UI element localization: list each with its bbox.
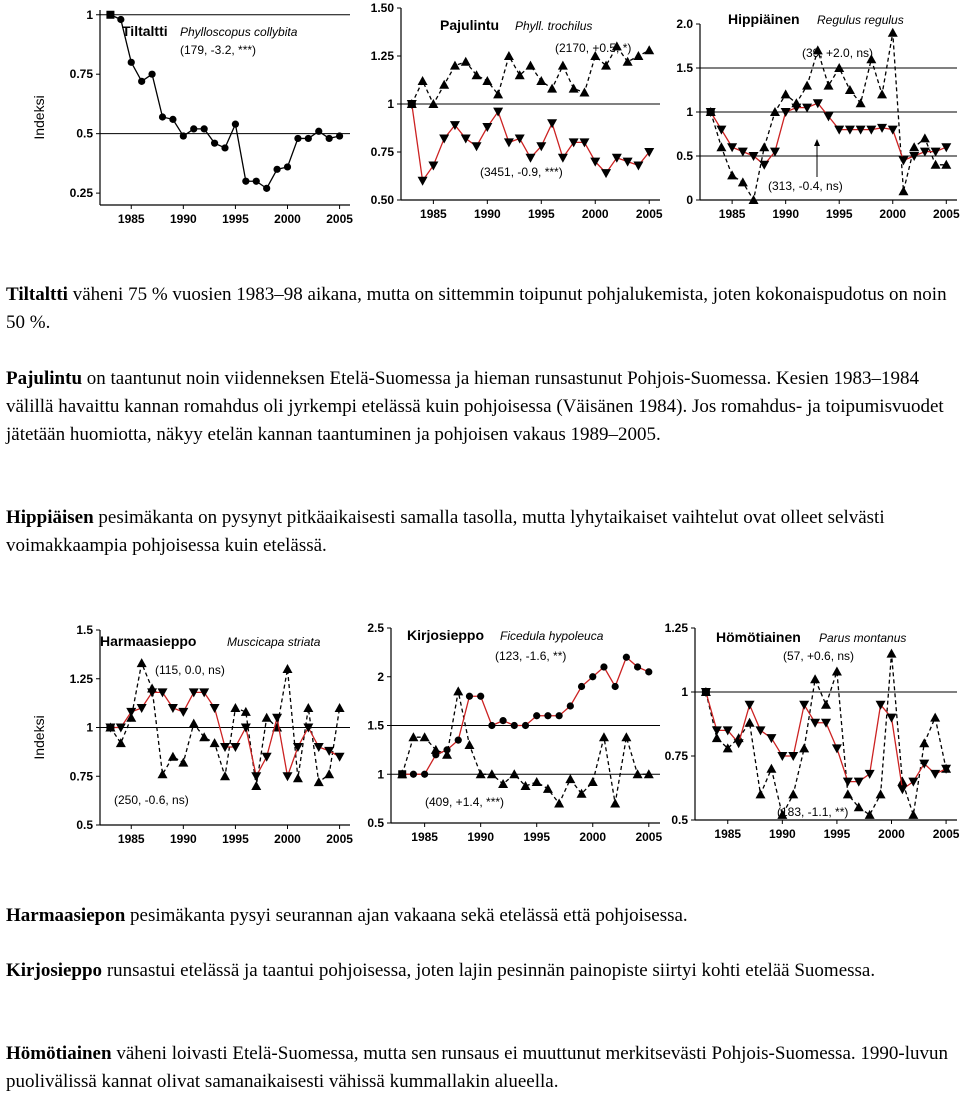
data-point	[335, 703, 345, 712]
data-point	[588, 777, 598, 786]
y-tick-label: 1	[377, 767, 384, 782]
paragraph-text: väheni loivasti Etelä-Suomessa, mutta sen runsaus ei muuttunut merkitsevästi Pohjois-Suomessa. 1990-luvun puolivälissä kannat olivat samanaikaisesti vähissä kummallakin alueella.	[6, 1043, 948, 1092]
species-name: Tiltaltti	[6, 284, 68, 305]
data-point	[439, 135, 449, 144]
x-tick-label: 1985	[117, 832, 145, 846]
data-point	[178, 708, 188, 717]
data-point	[230, 703, 240, 712]
data-point	[189, 719, 199, 728]
y-tick-label: 1	[681, 685, 688, 699]
data-point	[522, 722, 529, 729]
data-point	[336, 132, 343, 139]
series-stat-label: (250, -0.6, ns)	[114, 793, 189, 807]
data-point	[799, 743, 809, 752]
data-point	[536, 76, 546, 85]
data-point	[128, 59, 135, 66]
y-tick-label: 0.5	[676, 149, 693, 163]
data-point	[623, 654, 630, 661]
chart-tiltaltti	[30, 0, 360, 230]
data-point	[623, 158, 633, 167]
x-tick-label: 2000	[579, 830, 607, 844]
x-tick-label: 2005	[326, 212, 353, 226]
data-point	[716, 142, 726, 151]
data-point	[930, 713, 940, 722]
data-point	[898, 186, 908, 195]
data-point	[477, 693, 484, 700]
x-tick-label: 2005	[635, 207, 663, 221]
data-point	[464, 740, 474, 749]
x-tick-label: 1990	[768, 827, 796, 841]
data-point	[856, 98, 866, 107]
series-stat-label: (3451, -0.9, ***)	[480, 165, 563, 179]
data-point	[410, 771, 417, 778]
chart-subtitle: Parus montanus	[819, 631, 907, 645]
y-tick-label: 0.25	[69, 186, 93, 201]
data-point	[843, 789, 853, 798]
chart-homotiainen	[645, 620, 960, 850]
chart-title: Pajulintu	[440, 17, 500, 33]
data-point	[253, 178, 260, 185]
paragraph-kirjosieppo	[6, 957, 954, 985]
data-point	[201, 125, 208, 132]
species-name: Hippiäisen	[6, 507, 94, 528]
y-tick-label: 0.75	[664, 749, 688, 763]
paragraph-pajulintu	[6, 365, 954, 449]
data-point	[220, 771, 230, 780]
data-point	[315, 128, 322, 135]
start-point	[408, 100, 416, 108]
data-point	[283, 772, 293, 781]
data-point	[126, 708, 136, 717]
y-tick-label: 0	[686, 193, 693, 207]
data-point	[461, 135, 471, 144]
data-point	[759, 142, 769, 151]
start-point	[398, 770, 406, 778]
y-tick-label: 1.25	[664, 621, 688, 635]
chart-svg	[345, 0, 665, 230]
data-point	[482, 76, 492, 85]
data-point	[612, 154, 622, 163]
data-point	[865, 770, 875, 779]
chart-title: Kirjosieppo	[407, 627, 485, 643]
data-point	[565, 774, 575, 783]
y-tick-label: 2.5	[367, 621, 384, 635]
data-point	[180, 132, 187, 139]
data-point	[210, 704, 220, 713]
data-point	[579, 87, 589, 96]
data-point	[558, 61, 568, 70]
paragraph-text: pesimäkanta pysyi seurannan ajan vakaana sekä etelässä että pohjoisessa.	[125, 905, 688, 926]
chart-svg	[345, 620, 665, 850]
x-tick-label: 2000	[879, 207, 907, 221]
x-tick-label: 1985	[411, 830, 438, 844]
x-tick-label: 2005	[932, 207, 960, 221]
data-point	[544, 712, 551, 719]
species-name: Kirjosieppo	[6, 960, 103, 981]
data-point	[190, 125, 197, 132]
y-tick-label: 0.75	[69, 67, 93, 82]
chart-svg	[645, 0, 960, 230]
data-point	[887, 714, 897, 723]
data-point	[766, 734, 776, 743]
data-point	[756, 726, 766, 735]
data-point	[472, 142, 482, 151]
data-point	[738, 177, 748, 186]
chart-subtitle: Ficedula hypoleuca	[500, 629, 604, 643]
data-point	[324, 769, 334, 778]
series-stat-label: (313, -0.4, ns)	[768, 179, 843, 193]
data-point	[931, 160, 941, 169]
data-point	[888, 28, 898, 37]
x-tick-label: 1990	[169, 832, 197, 846]
data-point	[461, 57, 471, 66]
data-point	[515, 135, 525, 144]
data-point	[272, 714, 282, 723]
y-tick-label: 1.5	[367, 718, 384, 733]
x-tick-label: 1990	[473, 207, 501, 221]
data-point	[421, 771, 428, 778]
y-tick-label: 0.75	[370, 145, 394, 159]
series-stat-label: (2170, +0.5, *)	[555, 41, 632, 55]
data-point	[526, 154, 536, 163]
paragraph-text: pesimäkanta on pysynyt pitkäaikaisesti samalla tasolla, mutta lyhytaikaiset vaihtelut ovat olleet selvästi voimakkaampia pohjoisessa kuin etelässä.	[6, 507, 885, 556]
data-point	[314, 743, 324, 752]
paragraph-hippiainen	[6, 504, 954, 560]
data-point	[178, 758, 188, 767]
series-stat-label: (183, -1.1, **)	[777, 805, 849, 819]
data-point	[472, 70, 482, 79]
chart-harmaasieppo	[30, 620, 360, 850]
start-point	[106, 724, 114, 732]
data-point	[845, 85, 855, 94]
data-point	[232, 121, 239, 128]
x-tick-label: 1995	[825, 207, 853, 221]
data-point	[138, 78, 145, 85]
data-point	[199, 732, 209, 741]
data-point	[621, 732, 631, 741]
data-point	[810, 674, 820, 683]
data-point	[716, 126, 726, 135]
data-point	[727, 170, 737, 179]
y-tick-label: 0.5	[76, 818, 93, 832]
series-stat-label: (409, +1.4, ***)	[425, 795, 505, 809]
data-point	[283, 664, 293, 673]
x-tick-label: 2005	[635, 830, 663, 844]
x-tick-label: 1985	[714, 827, 742, 841]
chart-title: Tiltaltti	[122, 23, 168, 39]
y-tick-label: 0.75	[69, 769, 93, 784]
data-point	[221, 144, 228, 151]
y-tick-label: 1	[387, 97, 394, 111]
data-point	[251, 781, 261, 790]
data-point	[543, 784, 553, 793]
data-point	[610, 799, 620, 808]
y-tick-label: 2.0	[676, 17, 693, 31]
data-point	[569, 84, 579, 93]
data-point	[137, 658, 147, 667]
data-point	[727, 143, 737, 152]
chart-subtitle: Phylloscopus collybita	[180, 25, 298, 39]
data-point	[908, 810, 918, 819]
data-point	[601, 169, 611, 178]
data-point	[418, 76, 428, 85]
data-point	[168, 704, 178, 713]
data-point	[633, 51, 643, 60]
data-point	[326, 135, 333, 142]
chart-svg	[30, 620, 360, 850]
data-point	[158, 769, 168, 778]
data-point	[314, 777, 324, 786]
series-stat-label: (57, +0.6, ns)	[783, 649, 855, 663]
series-stat-label: (179, -3.2, ***)	[180, 43, 257, 57]
species-name: Hömötiainen	[6, 1043, 112, 1064]
data-point	[897, 777, 907, 786]
data-point	[612, 683, 619, 690]
species-name: Harmaasiepon	[6, 905, 126, 926]
data-point	[335, 753, 345, 762]
data-point	[493, 108, 503, 117]
series-line	[412, 46, 649, 104]
data-point	[210, 738, 220, 747]
x-tick-label: 1990	[467, 830, 495, 844]
data-point	[781, 89, 791, 98]
y-tick-label: 1	[86, 720, 93, 735]
data-point	[547, 84, 557, 93]
data-point	[294, 135, 301, 142]
x-tick-label: 2000	[274, 212, 301, 226]
chart-title: Hömötiainen	[716, 629, 801, 645]
data-point	[898, 156, 908, 165]
data-point	[420, 732, 430, 741]
y-tick-label: 2	[377, 669, 384, 684]
data-point	[877, 89, 887, 98]
start-point	[707, 108, 715, 116]
chart-title: Harmaasieppo	[100, 633, 197, 649]
data-point	[734, 739, 744, 748]
chart-svg	[30, 0, 360, 230]
data-point	[941, 143, 951, 152]
data-point	[556, 712, 563, 719]
data-point	[305, 135, 312, 142]
data-point	[453, 686, 463, 695]
data-point	[262, 753, 272, 762]
y-axis-label: Indeksi	[31, 715, 47, 760]
data-point	[284, 163, 291, 170]
data-point	[262, 713, 272, 722]
data-point	[432, 751, 439, 758]
chart-svg	[645, 620, 960, 850]
paragraph-text: runsastui etelässä ja taantui pohjoisessa, joten lajin pesinnän painopiste siirtyi kohti etelää Suomessa.	[102, 960, 876, 981]
paragraph-homotiainen	[6, 1040, 954, 1096]
paragraph-tiltaltti	[6, 281, 954, 337]
data-point	[482, 123, 492, 132]
data-point	[920, 133, 930, 142]
data-point	[756, 789, 766, 798]
data-point	[766, 764, 776, 773]
data-point	[211, 140, 218, 147]
chart-kirjosieppo	[345, 620, 665, 850]
data-point	[865, 810, 875, 819]
y-axis-label: Indeksi	[31, 95, 47, 140]
y-tick-label: 0.50	[370, 193, 394, 207]
series-line	[402, 657, 649, 774]
species-name: Pajulintu	[6, 368, 83, 389]
paragraph-harmaasieppo	[6, 902, 954, 930]
paragraph-text: väheni 75 % vuosien 1983–98 aikana, mutta on sittemmin toipunut pohjalukemista, joten kokonaispudotus on noin 50 %.	[6, 284, 947, 333]
data-point	[738, 148, 748, 157]
data-point	[919, 738, 929, 747]
data-point	[533, 712, 540, 719]
data-point	[428, 161, 438, 170]
data-point	[511, 722, 518, 729]
data-point	[488, 722, 495, 729]
data-point	[137, 704, 147, 713]
annotation-arrowhead	[814, 139, 820, 146]
data-point	[600, 663, 607, 670]
paragraph-text: on taantunut noin viidenneksen Etelä-Suomessa ja hieman runsastunut Pohjois-Suomessa. Kesien 1983–1984 välillä havaittu kannan romahdus oli jyrkempi etelässä kuin pohjoisessa (Väisänen 1984). Jos romahdus- ja toipumisvuodet jätetään huomiotta, näkyy etelän kannan taantuminen ja pohjoisen vakaus 1989–2005.	[6, 368, 944, 445]
data-point	[439, 80, 449, 89]
y-tick-label: 1.5	[76, 623, 93, 637]
y-tick-label: 1.50	[370, 1, 394, 15]
data-point	[633, 161, 643, 170]
data-point	[908, 778, 918, 787]
data-point	[169, 116, 176, 123]
series-stat-label: (115, 0.0, ns)	[155, 663, 225, 677]
x-tick-label: 2000	[274, 832, 301, 846]
data-point	[159, 113, 166, 120]
data-point	[578, 683, 585, 690]
series-stat-label: (123, -1.6, **)	[495, 649, 567, 663]
data-point	[504, 51, 514, 60]
y-tick-label: 1.25	[69, 671, 93, 686]
data-point	[504, 138, 514, 147]
chart-hippiainen	[645, 0, 960, 230]
data-point	[242, 178, 249, 185]
data-point	[802, 81, 812, 90]
data-point	[832, 667, 842, 676]
data-point	[455, 737, 462, 744]
data-point	[832, 744, 842, 753]
x-tick-label: 1985	[117, 212, 145, 226]
y-tick-label: 0.5	[671, 813, 688, 827]
x-tick-label: 2000	[878, 827, 905, 841]
data-point	[293, 773, 303, 782]
chart-subtitle: Muscicapa striata	[227, 635, 321, 649]
data-point	[499, 717, 506, 724]
data-point	[599, 732, 609, 741]
data-point	[589, 673, 596, 680]
data-point	[168, 752, 178, 761]
x-tick-label: 1995	[823, 827, 851, 841]
y-tick-label: 1.25	[370, 49, 394, 63]
chart-subtitle: Regulus regulus	[817, 13, 904, 27]
y-tick-label: 1.5	[676, 61, 693, 75]
data-point	[273, 166, 280, 173]
data-point	[876, 789, 886, 798]
start-point	[702, 688, 710, 696]
x-tick-label: 1995	[523, 830, 551, 844]
x-tick-label: 1985	[420, 207, 447, 221]
data-point	[567, 702, 574, 709]
data-point	[821, 700, 831, 709]
data-point	[558, 154, 568, 163]
data-point	[634, 663, 641, 670]
x-tick-label: 1995	[222, 832, 249, 846]
data-point	[799, 701, 809, 710]
series-line	[110, 15, 339, 189]
x-tick-label: 2000	[581, 207, 609, 221]
series-stat-label: (39, +2.0, ns)	[802, 46, 874, 60]
data-point	[263, 185, 270, 192]
data-point	[824, 81, 834, 90]
y-tick-label: 1	[86, 7, 93, 22]
y-tick-label: 0.5	[367, 816, 384, 830]
data-point	[450, 61, 460, 70]
data-point	[148, 71, 155, 78]
data-point	[547, 119, 557, 128]
data-point	[888, 126, 898, 135]
data-point	[930, 770, 940, 779]
x-tick-label: 2005	[326, 832, 353, 846]
data-point	[532, 777, 542, 786]
data-point	[788, 789, 798, 798]
data-point	[117, 16, 124, 23]
x-tick-label: 1990	[169, 212, 197, 226]
data-point	[623, 57, 633, 66]
x-tick-label: 1990	[772, 207, 800, 221]
data-point	[887, 649, 897, 658]
chart-subtitle: Phyll. trochilus	[515, 19, 593, 33]
data-point	[116, 738, 126, 747]
start-point	[106, 11, 114, 19]
data-point	[303, 703, 313, 712]
data-point	[241, 707, 251, 716]
y-tick-label: 1	[686, 105, 693, 119]
x-tick-label: 2005	[932, 827, 960, 841]
x-tick-label: 1995	[222, 212, 249, 226]
data-point	[526, 61, 536, 70]
chart-pajulintu	[345, 0, 665, 230]
series-line	[706, 654, 946, 815]
data-point	[443, 746, 450, 753]
data-point	[251, 772, 261, 781]
data-point	[466, 693, 473, 700]
chart-title: Hippiäinen	[728, 11, 800, 27]
x-tick-label: 1985	[718, 207, 746, 221]
y-tick-label: 0.5	[76, 126, 93, 141]
data-point	[745, 701, 755, 710]
data-point	[418, 177, 428, 186]
x-tick-label: 1995	[527, 207, 555, 221]
